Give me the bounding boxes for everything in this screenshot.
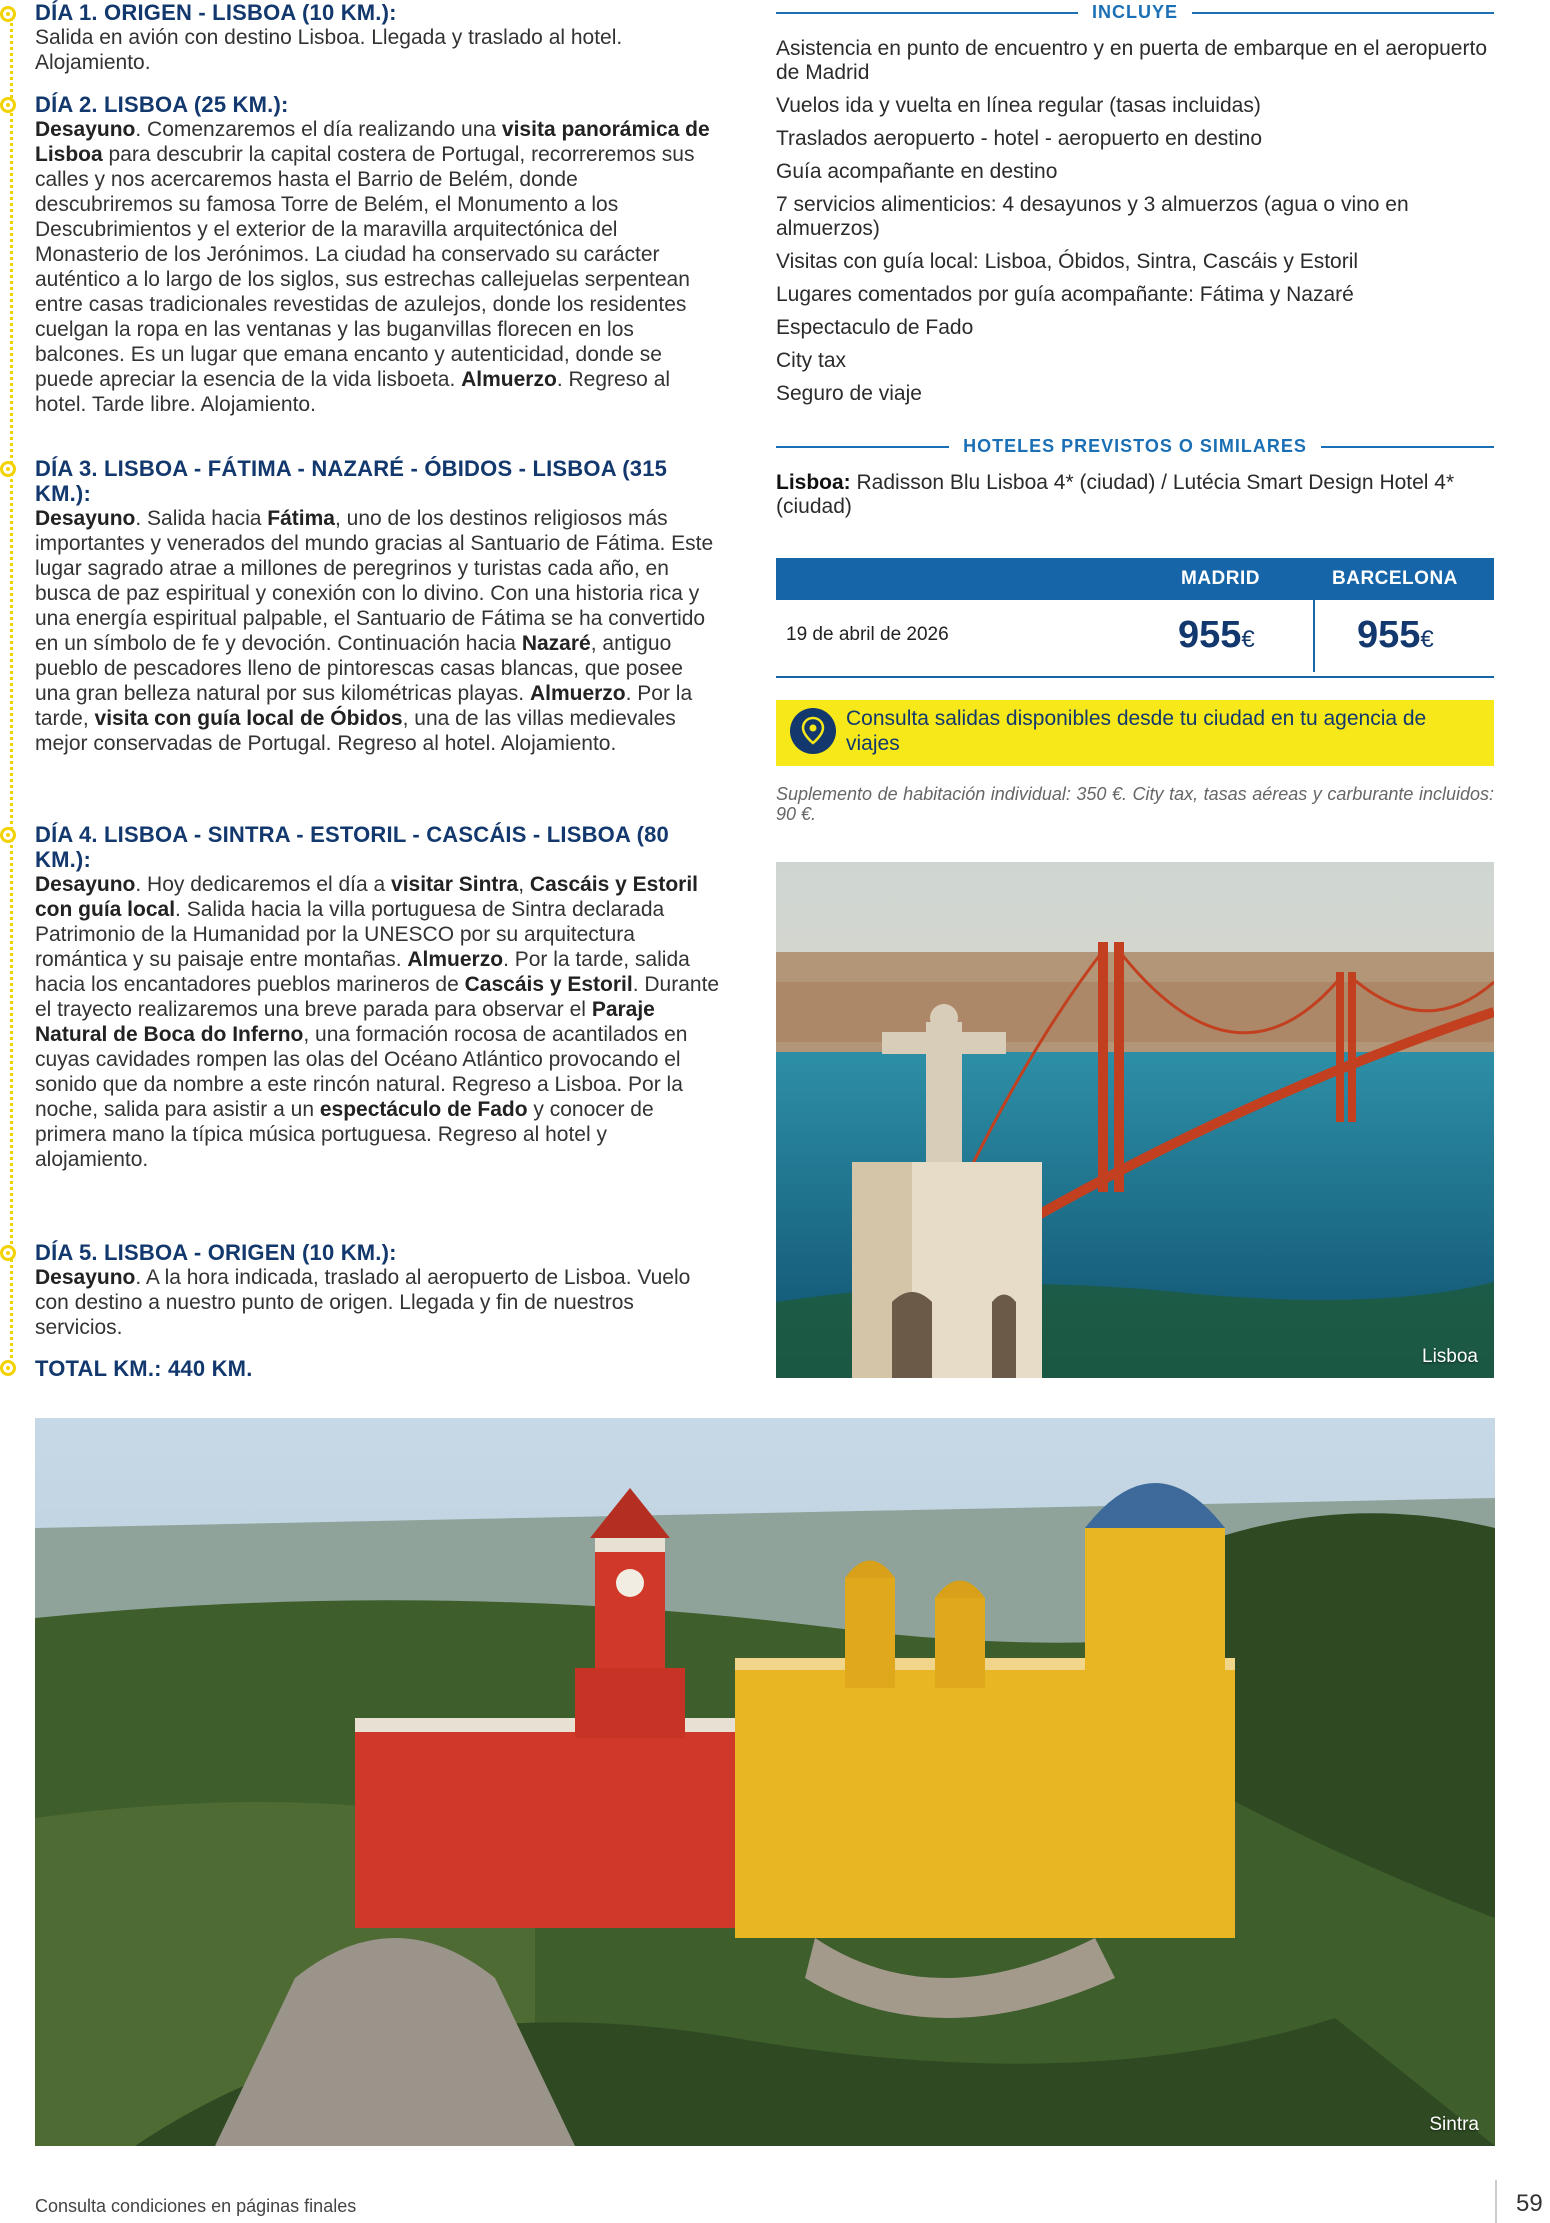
price-table-header [776,558,1494,600]
price-barcelona: 955€ [1357,614,1434,656]
incluye-item: Guía acompañante en destino [776,160,1058,183]
price-row [776,600,1494,678]
col-madrid: MADRID [1181,568,1260,589]
timeline-bullet-icon [0,1245,16,1261]
day-title: DÍA 3. LISBOA - FÁTIMA - NAZARÉ - ÓBIDOS - LISBOA (315 KM.): [35,456,668,506]
col-barcelona: BARCELONA [1332,568,1458,589]
price-table [776,558,1494,678]
bold-text: Paraje Natural de Boca do Inferno [35,998,655,1046]
body-text: . A la hora indicada, traslado al aeropuerto de Lisboa. Vuelo con destino a nuestro punto de origen. Llegada y fin de nuestros servicios. [35,1266,691,1339]
bold-text: Desayuno [35,118,136,141]
bold-text: Nazaré [521,632,591,655]
hoteles-heading [776,436,1494,457]
bold-text: Desayuno [35,1266,136,1289]
lisboa-illustration [776,862,1494,1378]
body-text: . Por la tarde, [35,682,693,730]
body-text: . Durante el trayecto realizaremos una breve parada para observar el [35,973,720,1021]
bold-text: Almuerzo [461,368,557,391]
incluye-item: Lugares comentados por guía acompañante: Fátima y Nazaré [776,283,1354,306]
total-km-label: TOTAL KM.: 440 KM. [35,1356,253,1381]
body-text: , uno de los destinos religiosos más importantes y venerados del mundo gracias al Santuario de Fátima. Este lugar sagrado atrae a millones de peregrinos y turistas cada año, en busca de paz espiritual y conexión con lo divino. Con una historia rica y una energía espiritual palpable, el Santuario de Fátima se ha convertido en un símbolo de fe y devoción. Continuación hacia [35,507,714,655]
body-text: , antiguo pueblo de pescadores lleno de pintorescas casas blancas, que posee una gran belleza natural por sus kilométricas playas. [35,632,683,705]
info-column [776,0,1494,824]
sintra-caption: Sintra [1429,2114,1479,2135]
total-km [0,1356,720,1381]
sintra-illustration [35,1418,1495,2146]
hotel-city: Lisboa: [776,471,851,494]
consulta-text: Consulta salidas disponibles desde tu ciudad en tu agencia de viajes [846,707,1427,755]
day-1 [0,0,720,75]
incluye-heading [776,2,1494,23]
day-2 [0,92,720,417]
incluye-list [776,37,1494,406]
timeline-bullet-icon [0,827,16,843]
incluye-item: Asistencia en punto de encuentro y en puerta de embarque en el aeropuerto de Madrid [776,37,1487,84]
day-body [35,117,720,417]
body-text: , una formación rocosa de acantilados en cuyas cavidades rompen las olas del Océano Atlántico provocando el sonido que da nombre a este rincón natural. Regreso a Lisboa. Por la noche, salida para asistir a un [35,1023,688,1121]
body-text: , [518,873,530,896]
day-body [35,506,720,756]
day-5 [0,1240,720,1340]
bold-text: Desayuno [35,507,136,530]
day-title: DÍA 2. LISBOA (25 KM.): [35,92,289,117]
bold-text: visita panorámica de Lisboa [35,118,710,166]
footer-note: Consulta condiciones en páginas finales [35,2196,357,2216]
hotel-names: Radisson Blu Lisboa 4* (ciudad) / Lutécia Smart Design Hotel 4* (ciudad) [776,471,1455,518]
bold-text: Cascáis y Estoril [464,973,633,996]
incluye-item: Visitas con guía local: Lisboa, Óbidos, Sintra, Cascáis y Estoril [776,250,1359,273]
incluye-item: 7 servicios alimenticios: 4 desayunos y 3 almuerzos (agua o vino en almuerzos) [776,193,1409,240]
sintra-photo [35,1418,1495,2146]
body-text: . Salida hacia la villa portuguesa de Sintra declarada Patrimonio de la Humanidad por la UNESCO por su arquitectura romántica y su paisaje entre montañas. [35,898,665,971]
lisboa-photo [776,862,1494,1378]
location-pin-icon [790,708,836,754]
body-text: . Comenzaremos el día realizando una [135,118,502,141]
body-text: . Por la tarde, salida hacia los encantadores pueblos marineros de [35,948,690,996]
bold-text: Desayuno [35,873,136,896]
page-number: 59 [1516,2190,1543,2217]
day-3 [0,456,720,756]
incluye-item: Traslados aeropuerto - hotel - aeropuerto en destino [776,127,1263,150]
lisboa-caption: Lisboa [1422,1346,1478,1367]
supplement-note: Suplemento de habitación individual: 350 €. City tax, tasas aéreas y carburante incluidos: 90 €. [776,784,1494,824]
departure-date: 19 de abril de 2026 [786,624,949,645]
bold-text: Fátima [267,507,335,530]
day-body [35,25,720,75]
body-text: . Salida hacia [135,507,268,530]
timeline-bullet-icon [0,1360,16,1376]
body-text: , una de las villas medievales mejor conservadas de Portugal. Regreso al hotel. Alojamiento. [35,707,676,755]
body-text: para descubrir la capital costera de Portugal, recorreremos sus calles y nos acercaremos hasta el Barrio de Belém, donde descubriremos su famosa Torre de Belém, el Monumento a los Descubrimientos y el exterior de la maravilla arquitectónica del Monasterio de los Jerónimos. La ciudad ha conservado su carácter auténtico a lo largo de los siglos, sus estrechas callejuelas serpentean entre casas tradicionales revestidas de azulejos, donde los residentes cuelgan la ropa en las ventanas y las buganvillas florecen en los balcones. Es un lugar que emana encanto y autenticidad, donde se puede apreciar la esencia de la vida lisboeta. [35,143,695,391]
hotels-text [776,471,1494,519]
consulta-box [776,700,1494,766]
footer-divider [1495,2180,1497,2223]
incluye-heading-label: INCLUYE [1092,2,1179,22]
day-title: DÍA 5. LISBOA - ORIGEN (10 KM.): [35,1240,397,1265]
timeline-bullet-icon [0,461,16,477]
timeline-bullet-icon [0,6,16,22]
incluye-item: Espectaculo de Fado [776,316,974,339]
bold-text: Almuerzo [529,682,626,705]
day-4 [0,822,720,1172]
bold-text: visitar Sintra [391,873,519,896]
body-text: . Hoy dedicaremos el día a [135,873,392,896]
price-madrid: 955€ [1178,614,1255,656]
incluye-item: Vuelos ida y vuelta en línea regular (tasas incluidas) [776,94,1261,117]
body-text: Salida en avión con destino Lisboa. Llegada y traslado al hotel. Alojamiento. [35,26,623,74]
bold-text: espectáculo de Fado [319,1098,528,1121]
body-text: . Regreso al hotel. Tarde libre. Alojamiento. [35,368,671,416]
day-title: DÍA 1. ORIGEN - LISBOA (10 KM.): [35,0,397,25]
bold-text: visita con guía local de Óbidos [94,707,403,730]
incluye-item: City tax [776,349,847,372]
body-text: y conocer de primera mano la típica música portuguesa. Regreso al hotel y alojamiento. [35,1098,654,1171]
hoteles-heading-label: HOTELES PREVISTOS O SIMILARES [963,436,1307,456]
day-title: DÍA 4. LISBOA - SINTRA - ESTORIL - CASCÁIS - LISBOA (80 KM.): [35,822,669,872]
bold-text: Almuerzo [407,948,504,971]
day-body [35,1265,720,1340]
bold-text: Cascáis y Estoril con guía local [35,873,699,921]
day-body [35,872,720,1172]
incluye-item: Seguro de viaje [776,382,922,405]
timeline-bullet-icon [0,97,16,113]
